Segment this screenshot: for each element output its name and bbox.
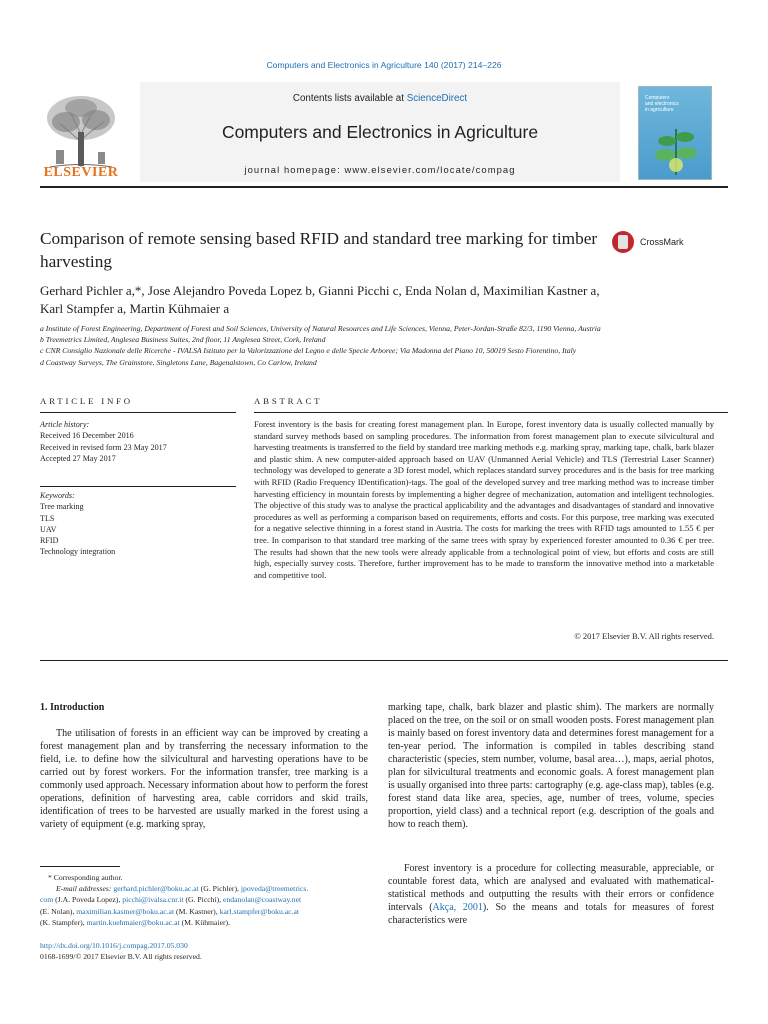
history-accepted: Accepted 27 May 2017	[40, 453, 116, 463]
history-label: Article history:	[40, 420, 90, 429]
affiliations	[40, 323, 730, 368]
crossmark-label[interactable]: CrossMark	[640, 237, 684, 247]
email-line-2: com (J.A. Poveda Lopez), picchi@ivalsa.cnr.it (G. Picchi), endanolan@coastway.net	[40, 895, 302, 905]
journal-header	[40, 82, 728, 184]
article-info-heading: ARTICLE INFO	[40, 396, 133, 406]
author-list	[40, 282, 710, 318]
history-revised: Received in revised form 23 May 2017	[40, 442, 167, 452]
keywords-rule	[40, 486, 236, 487]
intro-paragraph-right-1: marking tape, chalk, bark blazer and plastic shim). The markers are normally placed on the tree, on the soil or on small wooden posts. Forest management plan is mainly based on forest inventory data and determines forest management for a ten-year period. The information is compiled in tables describing stand characteristic (species, stem number, volume, basal area…), maps, aerial photos, plan for silvicultural treatments and economic goals. A forest management plan is usually organised into three parts: cartography (e.g. age-class map), tables (e.g. forest stand data like area, species, age, number of trees, volume, species proportion, yield class) and a technical report (e.g. description of the goals and how to reach them).	[388, 702, 714, 831]
section-heading-introduction: 1. Introduction	[40, 702, 105, 713]
email-link[interactable]: gerhard.pichler@boku.ac.at	[113, 884, 199, 894]
keyword-item: Technology integration	[40, 547, 116, 557]
header-divider	[40, 186, 728, 188]
email-line-3: (E. Nolan), maximilian.kastner@boku.ac.at (M. Kastner), karl.stampfer@boku.ac.at	[40, 906, 300, 916]
abstract-heading: ABSTRACT	[254, 396, 323, 406]
footnote	[40, 872, 368, 928]
authors-line-2: Karl Stampfer a, Martin Kühmaier a	[40, 301, 230, 316]
email-link[interactable]: karl.stampfer@boku.ac.at	[219, 906, 300, 916]
keyword-item: TLS	[40, 513, 55, 523]
email-line-4: (K. Stampfer), martin.kuehmaier@boku.ac.at (M. Kühmaier).	[40, 917, 231, 927]
citation-link[interactable]: Akça, 2001	[432, 902, 483, 914]
footnote-divider	[40, 866, 120, 867]
abstract-text: Forest inventory is the basis for creating forest management plan. In Europe, forest inventory data is usually collected manually by standard survey methods based on sampling procedures. The information from forest management plan to execute silvicultural and harvesting treatments is transferred to the field by standard tree marking methods e.g. marking spray, marking tape, chalk, bark blazer and plastic shim. A new computer-aided approach based on UAV (Unmanned Aerial Vehicle) and TLS (Terrestrial Laser Scanner) technology was developed to generate a 3D forest model, which replaces standard survey procedures and is the basis for tree marking with RFID (Radio Frequency IDentification)-tags. The goal of the developed survey and tree marking method was to increase timber harvesting efficiency in mountain forests by implementing a higher degree of mechanization, automation and intelligent technologies. The objective of this study was to analyse the practical applicability and the advantages and disadvantages of standard and innovative procedures as well as performing a comparison based on requirements, efforts and costs. For this purpose, tree marking was executed for a negative selective thinning in a forest stand in Austria. The costs for marking the trees with RFID tags amounted to 1.55 € per tree. In comparison to that standard tree marking of the same trees with spray by experienced forester amounted to 0.36 € per tree. The results had shown that the new tools were already applicable from a technological point of view, but efforts and costs are still high, especially survey costs. Therefore, further improvement has to be made to transform the innovative method into a marketable and competitive tool.	[254, 419, 714, 580]
cover-plant-icon	[653, 121, 699, 175]
crossmark-icon[interactable]	[612, 231, 634, 253]
affiliation-b: b Treemetrics Limited, Anglesea Business Suites, 2nd floor, 11 Anglesea Street, Cork, Ireland	[40, 335, 326, 345]
abstract-bottom-rule	[40, 660, 728, 661]
email-link[interactable]: jpoveda@treemetrics.	[240, 884, 309, 894]
affiliation-c: c CNR Consiglio Nazionale delle Ricerche - IVALSA Istituto per la Valorizzazione del Legno e delle Specie Arboree; Via Madonna del Piano 10, 50019 Sesto Fiorentino, Italy	[40, 346, 577, 356]
cover-title: Computers and electronics in agriculture	[645, 95, 679, 113]
email-link[interactable]: endanolan@coastway.net	[223, 895, 302, 905]
history-received: Received 16 December 2016	[40, 431, 134, 441]
journal-homepage-link[interactable]: journal homepage: www.elsevier.com/locate/compag	[244, 164, 516, 175]
journal-masthead	[140, 82, 620, 182]
contents-prefix: Contents lists available at	[292, 93, 407, 104]
journal-cover-image	[638, 86, 712, 180]
email-link[interactable]: maximilian.kastner@boku.ac.at	[76, 906, 175, 916]
journal-title: Computers and Electronics in Agriculture	[221, 122, 539, 142]
email-link[interactable]: picchi@ivalsa.cnr.it	[122, 895, 184, 905]
article-info-rule	[40, 412, 236, 413]
corresponding-author-note: * Corresponding author.	[48, 873, 123, 882]
keyword-item: RFID	[40, 536, 59, 546]
abstract-rule	[254, 412, 728, 413]
publisher-wordmark: ELSEVIER	[43, 165, 119, 180]
keyword-item: UAV	[40, 524, 57, 534]
journal-reference[interactable]: Computers and Electronics in Agriculture 140 (2017) 214–226	[266, 60, 502, 70]
email-link[interactable]: martin.kuehmaier@boku.ac.at	[86, 917, 180, 927]
doi-link[interactable]: http://dx.doi.org/10.1016/j.compag.2017.05.030	[40, 941, 188, 950]
intro-paragraph-right-2: Forest inventory is a procedure for collecting measurable, appreciable, or countable forest data, which are analysed and evaluated with mathematical-statistical methods and outputting the results with their errors or confidence intervals (Akça, 2001). So the means and totals for measures of forest characteristics were	[388, 863, 714, 927]
article-history	[40, 419, 236, 464]
contents-line	[140, 93, 620, 104]
paper-title: Comparison of remote sensing based RFID and standard tree marking for timber harvesting	[40, 229, 598, 271]
intro-paragraph-left: The utilisation of forests in an efficient way can be improved by creating a forest management plan and by transferring the necessary information to the field, i.e. to define how the silvicultural and harvesting operations have to be carried out by forest workers. For the information transfer, tree marking is a commonly used approach. Necessary information about how to perform the forest operations, definition of harvesting area, cable corridors and skid trails, identification of trees to be harvested are usually marked in the forest using a variety of equipment (e.g. marking spray,	[40, 728, 368, 831]
affiliation-d: d Coastway Surveys, The Grainstore, Singletons Lane, Bagenalstown, Co Carlow, Ireland	[40, 357, 317, 367]
keywords	[40, 490, 236, 558]
publication-info	[40, 940, 340, 963]
affiliation-a: a Institute of Forest Engineering, Department of Forest and Soil Sciences, University of Natural Resources and Life Sciences, Vienna, Peter-Jordan-Straße 82/3, 1190 Vienna, Austria	[40, 324, 601, 333]
sciencedirect-link[interactable]: ScienceDirect	[406, 93, 468, 104]
email-link[interactable]: com	[40, 895, 54, 905]
keyword-item: Tree marking	[40, 502, 84, 512]
abstract-copyright: © 2017 Elsevier B.V. All rights reserved.	[574, 631, 714, 641]
authors-line-1: Gerhard Pichler a,*, Jose Alejandro Poveda Lopez b, Gianni Picchi c, Enda Nolan d, Maximilian Kastner a,	[40, 283, 600, 298]
email-line-1: E-mail addresses: gerhard.pichler@boku.ac.at (G. Pichler), jpoveda@treemetrics.	[56, 884, 309, 894]
keywords-label: Keywords:	[40, 491, 75, 500]
issn-copyright: 0168-1699/© 2017 Elsevier B.V. All rights reserved.	[40, 952, 202, 962]
